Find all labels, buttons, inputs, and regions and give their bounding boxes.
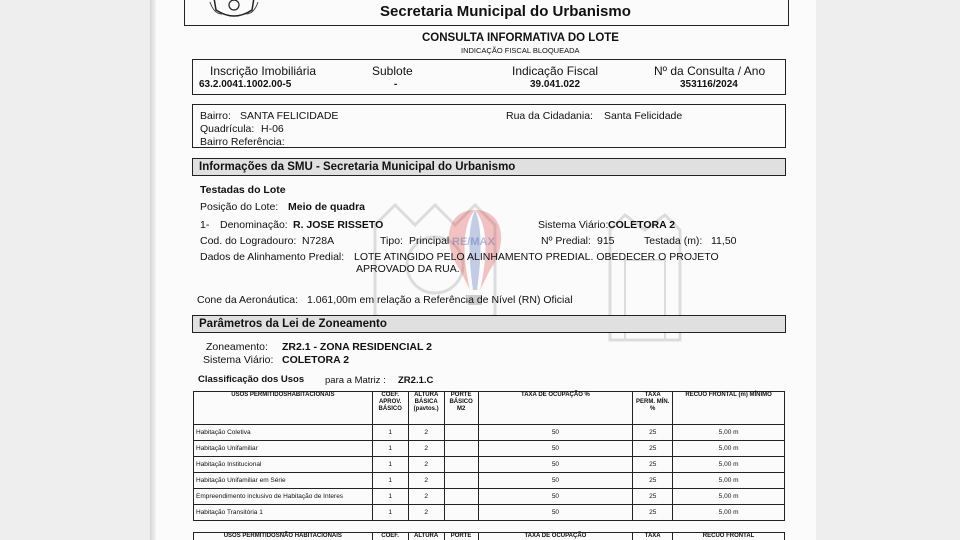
cell-taxa-perm: 25 xyxy=(633,441,673,457)
inscricao-value: 63.2.0041.1002.00-5 xyxy=(199,79,292,90)
table-row xyxy=(194,441,785,457)
header-altura: ALTURA BÁSICA (pavtos.) xyxy=(408,392,444,425)
cone-value: 1.061,00m em relação a Referência de Nível (RN) Oficial xyxy=(307,294,573,306)
usos-nao-habitacionais-table xyxy=(193,532,785,540)
cell-coef: 1 xyxy=(372,473,408,489)
rua-cidadania-label: Rua da Cidadania: xyxy=(506,110,593,122)
cell-taxa-ocupacao: 50 xyxy=(478,489,633,505)
header-usos-nao-hab: USOS PERMITIDOSNÃO HABITACIONAIS xyxy=(194,533,373,540)
testada-value: 11,50 xyxy=(711,235,737,247)
cell-porte xyxy=(444,457,478,473)
sistema-viario-label: Sistema Viário: xyxy=(538,219,609,231)
sistema-viario-value: COLETORA 2 xyxy=(608,219,676,231)
cell-recuo: 5,00 m xyxy=(673,505,785,521)
table-row xyxy=(194,473,785,489)
background-right xyxy=(810,0,960,540)
cell-taxa-perm: 25 xyxy=(633,505,673,521)
cell-porte xyxy=(444,505,478,521)
numero-predial-label: Nº Predial: xyxy=(541,235,591,247)
inscricao-label: Inscrição Imobiliária xyxy=(210,64,317,78)
header-recuo: RECUO FRONTAL (m) MÍNIMO xyxy=(673,392,785,425)
cell-altura: 2 xyxy=(408,473,444,489)
alinhamento-label: Dados de Alinhamento Predial: xyxy=(200,251,345,263)
posicao-value: Meio de quadra xyxy=(288,201,366,213)
cell-uso: Empreendimento inclusivo de Habitação de Interes xyxy=(194,489,373,505)
header-coef: COEF. APROV. BÁSICO xyxy=(372,392,408,425)
header-taxa-ocupacao: TAXA DE OCUPAÇÃO % xyxy=(478,392,633,425)
table-header-row xyxy=(194,392,785,425)
header-taxa: TAXA xyxy=(633,533,673,540)
matriz-label: para a Matriz : xyxy=(325,375,386,386)
tipo-label: Tipo: xyxy=(380,235,403,247)
cell-uso: Habitação Transitória 1 xyxy=(194,505,373,521)
consulta-value: 353116/2024 xyxy=(680,79,738,90)
quadricula-label: Quadrícula: xyxy=(200,123,255,135)
watermark-text: RE/MAX xyxy=(452,236,495,248)
cell-altura: 2 xyxy=(408,425,444,441)
cell-uso: Habitação Coletiva xyxy=(194,425,373,441)
coat-of-arms-icon xyxy=(208,0,260,20)
cell-taxa-ocupacao: 50 xyxy=(478,473,633,489)
cod-logradouro-label: Cod. do Logradouro: xyxy=(200,235,297,247)
header-recuo: RECUO FRONTAL xyxy=(673,533,785,540)
cell-taxa-perm: 25 xyxy=(633,457,673,473)
cell-coef: 1 xyxy=(372,489,408,505)
sublote-value: - xyxy=(394,79,398,90)
cell-taxa-ocupacao: 50 xyxy=(478,425,633,441)
cell-recuo: 5,00 m xyxy=(673,425,785,441)
doc-subtitle: INDICAÇÃO FISCAL BLOQUEADA xyxy=(461,46,580,55)
zoneamento-sistema-viario-label: Sistema Viário: xyxy=(203,354,274,366)
header-porte: PORTE xyxy=(444,533,478,540)
cell-uso: Habitação Institucional xyxy=(194,457,373,473)
header-altura: ALTURA xyxy=(408,533,444,540)
cell-taxa-ocupacao: 50 xyxy=(478,457,633,473)
bairro-value: SANTA FELICIDADE xyxy=(240,110,339,122)
usos-habitacionais-table xyxy=(193,391,785,521)
cell-taxa-ocupacao: 50 xyxy=(478,441,633,457)
cell-altura: 2 xyxy=(408,457,444,473)
indicacao-value: 39.041.022 xyxy=(530,79,581,90)
numero-predial-value: 915 xyxy=(597,235,615,247)
zoneamento-sistema-viario-value: COLETORA 2 xyxy=(282,354,350,366)
background-left xyxy=(0,0,150,540)
header-coef: COEF. xyxy=(372,533,408,540)
alinhamento-line-2: APROVADO DA RUA. xyxy=(356,263,460,275)
cell-porte xyxy=(444,441,478,457)
smu-section-title: Informações da SMU - Secretaria Municipal do Urbanismo xyxy=(192,158,786,176)
rua-cidadania-value: Santa Felicidade xyxy=(604,110,683,122)
header-usos: USOS PERMITIDOSHABITACIONAIS xyxy=(194,392,373,425)
table-header-row xyxy=(194,533,785,540)
paper-shadow xyxy=(150,0,156,540)
table-row xyxy=(194,425,785,441)
header-title: Secretaria Municipal do Urbanismo xyxy=(380,3,631,20)
classificacao-label: Classificação dos Usos xyxy=(198,374,305,385)
cell-recuo: 5,00 m xyxy=(673,489,785,505)
cell-porte xyxy=(444,473,478,489)
cell-altura: 2 xyxy=(408,489,444,505)
cell-uso: Habitação Unifamiliar em Série xyxy=(194,473,373,489)
header-porte: PORTE BÁSICO M2 xyxy=(444,392,478,425)
cell-recuo: 5,00 m xyxy=(673,457,785,473)
cell-taxa-perm: 25 xyxy=(633,425,673,441)
cell-taxa-perm: 25 xyxy=(633,473,673,489)
zoneamento-section-title: Parâmetros da Lei de Zoneamento xyxy=(192,315,786,333)
consulta-label: Nº da Consulta / Ano xyxy=(654,64,766,78)
cod-logradouro-value: N728A xyxy=(302,235,335,247)
posicao-label: Posição do Lote: xyxy=(200,201,279,213)
sublote-label: Sublote xyxy=(372,64,413,78)
cell-coef: 1 xyxy=(372,505,408,521)
cell-porte xyxy=(444,425,478,441)
cell-coef: 1 xyxy=(372,425,408,441)
cell-recuo: 5,00 m xyxy=(673,473,785,489)
document-page xyxy=(150,0,816,540)
table-row xyxy=(194,489,785,505)
cell-porte xyxy=(444,489,478,505)
zoneamento-value: ZR2.1 - ZONA RESIDENCIAL 2 xyxy=(282,341,432,353)
bairro-referencia-label: Bairro Referência: xyxy=(200,136,285,148)
testadas-title: Testadas do Lote xyxy=(200,184,286,196)
cell-coef: 1 xyxy=(372,457,408,473)
header-taxa-ocupacao: TAXA DE OCUPAÇÃO xyxy=(478,533,633,540)
quadricula-value: H-06 xyxy=(261,123,284,135)
cell-uso: Habitação Unifamiliar xyxy=(194,441,373,457)
cell-altura: 2 xyxy=(408,441,444,457)
doc-title: CONSULTA INFORMATIVA DO LOTE xyxy=(422,32,619,44)
cell-recuo: 5,00 m xyxy=(673,441,785,457)
cell-altura: 2 xyxy=(408,505,444,521)
table-row xyxy=(194,457,785,473)
denominacao-value: R. JOSE RISSETO xyxy=(293,219,384,231)
cell-taxa-ocupacao: 50 xyxy=(478,505,633,521)
testada-item-number: 1- xyxy=(200,219,210,231)
testada-label: Testada (m): xyxy=(644,235,703,247)
cell-taxa-perm: 25 xyxy=(633,489,673,505)
cell-coef: 1 xyxy=(372,441,408,457)
table-row xyxy=(194,505,785,521)
cone-label: Cone da Aeronáutica: xyxy=(197,294,298,306)
matriz-value: ZR2.1.C xyxy=(398,375,434,386)
tipo-value: Principal xyxy=(409,235,450,247)
denominacao-label: Denominação: xyxy=(220,219,288,231)
header-taxa-perm: TAXA PERM. MÍN. % xyxy=(633,392,673,425)
alinhamento-line-1: LOTE ATINGIDO PELO ALINHAMENTO PREDIAL. OBEDECER O PROJETO xyxy=(354,251,719,263)
bairro-label: Bairro: xyxy=(200,110,231,122)
indicacao-label: Indicação Fiscal xyxy=(512,64,599,78)
zoneamento-label: Zoneamento: xyxy=(206,341,268,353)
